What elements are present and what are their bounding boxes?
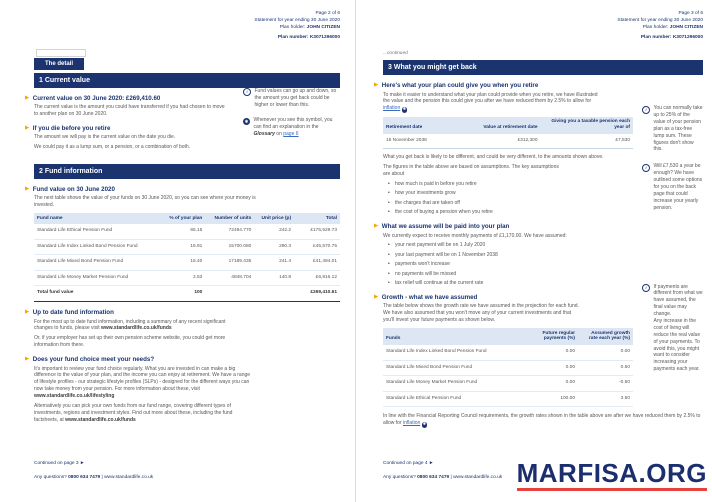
table-row: Standard Life Mixed Bond Pension Fund 0.00 0.50 <box>383 360 633 376</box>
list-item: • your last payment will be on 1 November 2038 <box>388 252 633 259</box>
page-2-footer <box>34 461 153 482</box>
section-3-main <box>374 75 633 407</box>
col-pct-of-plan: % of your plan <box>163 213 206 224</box>
section-3-notes <box>633 75 703 407</box>
table-row: Standard Life Ethical Pension Fund 100.00 3.50 <box>383 391 633 407</box>
note-enough-pension: i Will £7,530 a year be enough? We have outlined some options for you on the back page that could increase your yearly pension. <box>642 163 703 211</box>
plan-could-give-heading: ▶ Here's what your plan could give you when you retire <box>374 82 539 90</box>
growth-body: The table below shows the growth rate we have assumed in the projection for each fund. We have also assumed that you won't move any of your current investments and that you'll invest your future payments as shown below. <box>383 303 579 324</box>
questions-line: Any questions? 0800 634 7479 | www.standardlife.co.uk <box>34 475 154 481</box>
col-assumed-growth-rate: Assumed growth rate each year (%) <box>578 328 633 345</box>
list-item: • tax relief will continue at the current rate <box>388 280 633 287</box>
page-6-link[interactable]: page 6 <box>283 131 299 138</box>
note-tax-free-lump-sum: i You can normally take up to 25% of the value of your pension plan as a tax-free lump sum. These figures don't show this. <box>642 105 703 153</box>
page-number: Page 2 of 6 <box>315 11 340 16</box>
list-item: • how your investments grow <box>388 190 633 197</box>
standardlife-url[interactable]: www.standardlife.co.uk <box>104 475 154 481</box>
fund-value-heading: ▶ Fund value on 30 June 2020 <box>25 185 115 193</box>
info-icon: i <box>243 88 251 96</box>
marfisa-watermark: MARFISA.ORG <box>517 460 707 491</box>
arrow-right-icon: ▶ <box>374 223 379 230</box>
page-number: Page 3 of 6 <box>678 11 703 16</box>
arrow-right-icon: ▶ <box>25 309 30 316</box>
current-value-body: The current value is the amount you could have transferred if you had chosen to move to another plan on 30 June 2020. <box>34 104 225 118</box>
list-item: • the cost of buying a pension when you retire <box>388 209 633 216</box>
glossary-asterisk-icon: ✱ <box>244 118 249 124</box>
plan-holder-name: JOHN CITIZEN <box>669 24 703 30</box>
assumptions-intro: The figures in the table above are based on assumptions. The key assumptions are about <box>383 164 559 178</box>
inflation-link[interactable]: inflation <box>403 420 421 427</box>
col-number-of-units: Number of units <box>205 213 254 224</box>
page-header <box>34 0 340 42</box>
note-fund-values: i Fund values can go up and down, so the amount you get back could be higher or lower than this. <box>243 88 340 109</box>
arrow-right-icon: ▶ <box>25 185 30 192</box>
assumptions-list <box>388 181 633 216</box>
page-header <box>383 0 703 42</box>
list-item: • the charges that are taken off <box>388 200 633 207</box>
phone-number: 0800 634 7479 <box>417 475 450 481</box>
standardlife-url[interactable]: www.standardlife.co.uk <box>453 475 503 481</box>
col-unit-price: Unit price (p) <box>254 213 294 224</box>
continued-on-page: Continued on page 3 ► <box>34 460 85 466</box>
questions-line: Any questions? 0800 634 7479 | www.standardlife.co.uk <box>383 475 503 481</box>
list-item: • how much is paid in before you retire <box>388 181 633 188</box>
likely-different-body: What you get back is likely to be different, and could be very different, to the amounts shown above. <box>383 154 604 161</box>
info-icon: i <box>642 284 650 292</box>
col-total: Total <box>294 213 340 224</box>
section-3-content <box>374 75 703 407</box>
arrow-right-icon: ▶ <box>374 293 379 300</box>
inflation-link[interactable]: inflation <box>383 105 401 112</box>
statement-period: Statement for year ending 30 June 2020 <box>254 17 340 23</box>
plan-holder-line: Plan holder: JOHN CITIZEN <box>642 24 703 30</box>
page-3 <box>356 0 712 502</box>
fund-table-total-row: Total fund value 100 £269,410.61 <box>34 286 340 302</box>
continued-marker: ...continued <box>383 50 408 56</box>
growth-table <box>383 328 633 407</box>
table-row: Standard Life Money Market Pension Fund 2.53 4848.704 140.8 £6,816.12 <box>34 270 340 286</box>
glossary-word: Glossary <box>253 131 275 138</box>
retirement-table-header-row <box>383 117 633 134</box>
section-tabs <box>34 49 340 70</box>
col-future-regular-payments: Future regular payments (%) <box>523 328 578 345</box>
arrow-right-icon: ▶ <box>25 356 30 363</box>
table-row: Standard Life Index Linked Bond Pension Fund 16.91 15700.080 290.3 £45,570.75 <box>34 239 340 255</box>
funds-url: www.standardlife.co.uk/funds <box>65 416 136 423</box>
paid-into-plan-body: We currently expect to receive monthly payments of £1,170.00. We have assumed: <box>383 232 567 239</box>
plan-holder-name: JOHN CITIZEN <box>306 24 340 30</box>
info-icon: i <box>642 106 650 114</box>
col-value-at-retirement: Value at retirement date <box>468 117 541 134</box>
fund-value-body: The next table shows the value of your funds on 30 June 2020, so you can see where your money is invested. <box>34 195 256 209</box>
inactive-tab <box>36 49 86 57</box>
continued-on-page: Continued on page 4 ► <box>383 460 434 466</box>
lifestyling-url: www.standardlife.co.uk/lifestyling <box>34 393 115 400</box>
frc-body: In line with the Financial Reporting Council requirements, the growth rates shown in the table above are after we have reduced them by 2.5% to allow for inflation ✱ <box>383 413 701 427</box>
section-2-bar: 2 Fund information <box>34 164 340 179</box>
table-row: Standard Life Index Linked Bond Pension Fund 0.00 0.00 <box>383 345 633 360</box>
paid-into-plan-heading: ▶ What we assume will be paid into your plan <box>374 223 510 231</box>
fund-table <box>34 213 340 302</box>
retirement-table <box>383 117 633 150</box>
section-1-main <box>25 88 230 154</box>
plan-holder-line: Plan holder: JOHN CITIZEN <box>279 24 340 30</box>
col-retirement-date: Retirement date <box>383 117 468 134</box>
continued-arrow-icon: ► <box>79 460 85 466</box>
continued-arrow-icon: ► <box>428 460 434 466</box>
statement-period: Statement for year ending 30 June 2020 <box>617 17 703 23</box>
info-icon: i <box>642 164 650 172</box>
growth-table-header-row <box>383 328 633 345</box>
current-value-heading: ▶ Current value on 30 June 2020: £269,410.60 <box>25 94 161 102</box>
fund-choice-body-2: Alternatively you can pick your own funds from our fund range, covering different types of investments, regions and investment styles. Find out more about these, including the fund factsheets, at www.standardlife.co.uk/funds <box>34 402 233 423</box>
glossary-asterisk-icon: ✱ <box>402 107 406 112</box>
col-funds: Funds <box>383 328 523 345</box>
plan-could-give-body: To make it easier to understand what your plan could provide when you retire, we have illustrated the value and the pension this could give you after we have reduced them by 2.5% to allow for inflation ✱ <box>383 91 598 112</box>
col-fund-name: Fund name <box>34 213 163 224</box>
note-glossary-symbol: ✱ Whenever you see this symbol, you can find an explanation in the Glossary on page 6 <box>244 117 333 138</box>
plan-number-line: Plan number: K3071296000 <box>277 34 340 40</box>
phone-number: 0800 634 7479 <box>68 475 101 481</box>
uptodate-heading: ▶ Up to date fund information <box>25 309 114 317</box>
paid-assumptions-list <box>388 242 633 286</box>
table-row: 16 November 2038 £312,300 £7,530 <box>383 134 633 149</box>
arrow-right-icon: ▶ <box>25 124 30 131</box>
section-3-bar: 3 What you might get back <box>383 60 703 75</box>
tab-the-detail: The detail <box>34 58 84 70</box>
die-before-retire-body-2: We could pay it as a lump sum, or a pension, or a combination of both. <box>34 144 191 151</box>
note-payments-different: i If payments are different from what we have assumed, the final value may change. Any increase in the cost of living will reduce the real value of your payments. To avoid this, you might want to consider increasing your payments each year. <box>642 284 703 374</box>
die-before-retire-heading: ▶ If you die before you retire <box>25 124 111 132</box>
col-taxable-pension: Giving you a taxable pension each year of <box>541 117 634 134</box>
list-item: • payments won't increase <box>388 261 633 268</box>
page-3-footer <box>383 461 502 482</box>
table-row: Standard Life Money Market Pension Fund 0.00 -0.50 <box>383 376 633 392</box>
list-item: • no payments will be missed <box>388 271 633 278</box>
table-row: Standard Life Mixed Bond Pension Fund 15.40 17189.435 241.4 £41,494.01 <box>34 255 340 271</box>
table-row: Standard Life Ethical Pension Fund 65.15 72494.770 242.2 £175,529.73 <box>34 224 340 239</box>
fund-table-header-row <box>34 213 340 224</box>
section-1-content <box>25 87 340 154</box>
section-1-notes <box>230 88 340 154</box>
fund-choice-body-1: It's important to review your fund choice regularly. What you are invested in can make a big difference to the value of your plan, and the income you can enjoy at retirement. We have a range of lifestyle profiles - our strategic lifestyle profiles (SLPs) - designed for the different ways you can now take money from your pension. For more information about these, visit www.standardlife.co.uk/lifestyling <box>34 365 251 400</box>
growth-heading: ▶ Growth - what we have assumed <box>374 293 478 301</box>
die-before-retire-body-1: The amount we will pay is the current value on the date you die. <box>34 134 176 141</box>
arrow-right-icon: ▶ <box>374 82 379 89</box>
plan-number-value: K3071296000 <box>672 34 703 40</box>
fund-choice-heading: ▶ Does your fund choice meet your needs? <box>25 356 155 364</box>
plan-number-value: K3071296000 <box>309 34 340 40</box>
uptodate-body-2: Or, if your employer has set up their own pension scheme website, you could get more information from there. <box>34 335 226 349</box>
glossary-asterisk-icon: ✱ <box>422 422 426 427</box>
section-1-bar: 1 Current value <box>34 73 340 88</box>
plan-number-line: Plan number: K3071296000 <box>640 34 703 40</box>
arrow-right-icon: ▶ <box>25 94 30 101</box>
list-item: • your next payment will be on 1 July 2020 <box>388 242 633 249</box>
funds-url: www.standardlife.co.uk/funds <box>101 325 172 332</box>
uptodate-body: For the most up to date fund information, including a summary of any recent significant changes to funds, please visit www.standardlife.co.uk/funds <box>34 318 226 332</box>
